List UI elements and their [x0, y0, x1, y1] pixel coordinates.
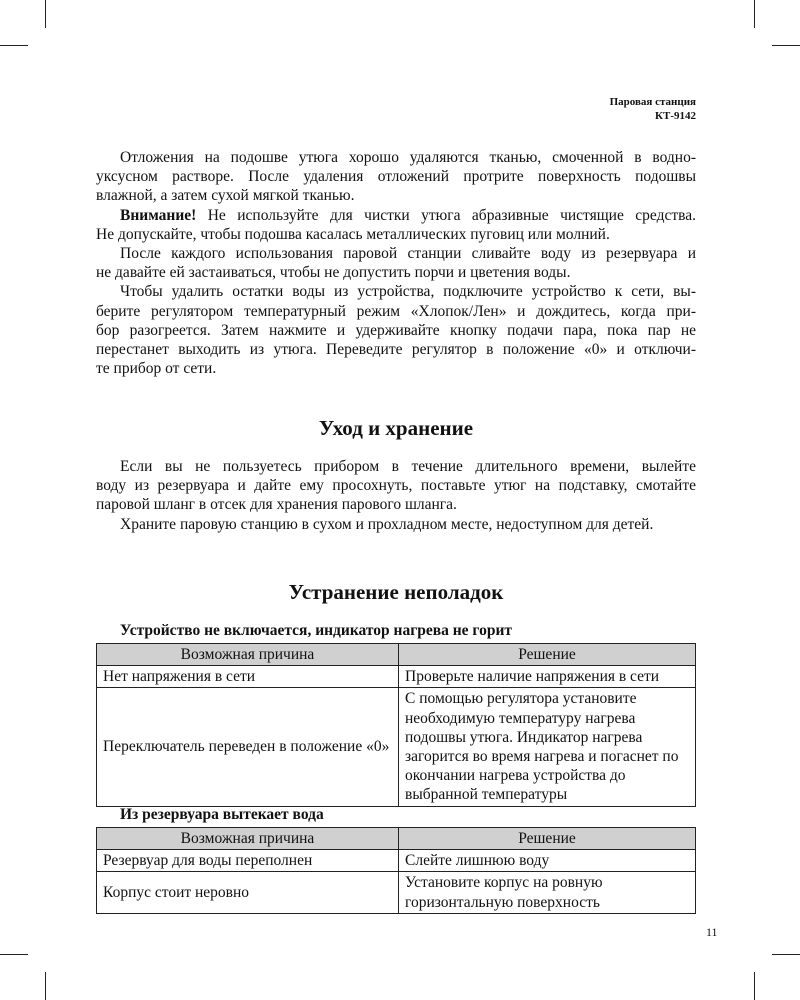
crop-mark	[754, 972, 755, 1000]
column-header: Решение	[399, 644, 696, 666]
crop-mark	[0, 45, 28, 46]
table-subtitle: Устройство не включается, индикатор нагрева не горит	[120, 622, 512, 639]
text-line: паровой шланг в отсек для хранения парового шланга.	[96, 496, 457, 514]
cause-cell: Корпус стоит неровно	[97, 872, 399, 913]
solution-cell: Проверьте наличие напряжения в сети	[399, 666, 696, 688]
warning-label: Внимание!	[120, 206, 197, 224]
text-line: уксусном растворе. После удаления отложений протрите поверхность подошвы	[96, 168, 696, 186]
crop-mark	[754, 0, 755, 28]
section-title-troubleshooting: Устранение неполадок	[288, 580, 504, 604]
running-header	[610, 95, 696, 123]
cause-cell: Резервуар для воды переполнен	[97, 850, 399, 872]
table-row	[97, 872, 696, 913]
text-line: Отложения на подошве утюга хорошо удаляются тканью, смоченной в водно-	[120, 149, 696, 166]
section-title-care: Уход и хранение	[318, 416, 474, 440]
solution-cell: Установите корпус на ровную горизонтальную поверхность	[399, 872, 696, 913]
troubleshooting-table	[96, 827, 696, 914]
cause-cell: Переключатель переведен в положение «0»	[97, 688, 399, 806]
text-line: После каждого использования паровой станции сливайте воду из резервуара и	[120, 245, 696, 263]
text-line: Храните паровую станцию в сухом и прохладном месте, недоступном для детей.	[120, 515, 654, 533]
table-row	[97, 688, 696, 806]
table-subtitle: Из резервуара вытекает вода	[120, 806, 324, 823]
column-header: Возможная причина	[97, 644, 399, 666]
text-span: Не используйте для чистки утюга абразивные чистящие средства.	[196, 206, 696, 224]
crop-mark	[772, 45, 800, 46]
table-row	[97, 850, 696, 872]
crop-mark	[0, 954, 28, 955]
text-line: Если вы не пользуетесь прибором в течение длительного времени, вылейте	[120, 458, 696, 475]
text-line: Не допускайте, чтобы подошва касалась металлических пуговиц или молний.	[96, 225, 610, 243]
crop-mark	[45, 972, 46, 1000]
crop-mark	[45, 0, 46, 28]
cause-cell: Нет напряжения в сети	[97, 666, 399, 688]
header-product: Паровая станция	[609, 96, 696, 108]
text-line: влажной, а затем сухой мягкой тканью.	[96, 187, 355, 205]
text-line: Чтобы удалить остатки воды из устройства, подключите устройство к сети, вы-	[120, 283, 696, 301]
table-row	[97, 666, 696, 688]
text-line: перестанет выходить из утюга. Переведите регулятор в положение «0» и отключи-	[96, 341, 696, 359]
text-line: те прибор от сети.	[96, 360, 217, 378]
solution-cell: Слейте лишнюю воду	[399, 850, 696, 872]
text-line: берите регулятором температурный режим «Хлопок/Лен» и дождитесь, когда при-	[96, 302, 696, 320]
column-header: Решение	[399, 828, 696, 850]
intro-text	[96, 148, 696, 378]
header-model: КТ-9142	[655, 110, 696, 122]
care-text	[96, 457, 696, 534]
text-line: воду из резервуара и дайте ему просохнуть, поставьте утюг на подставку, смотайте	[96, 477, 696, 495]
solution-cell: С помощью регулятора установите необходимую температуру нагрева подошвы утюга. Индикатор нагрева загорится во время нагрева и погаснет по окончании нагрева устройства до выбранной температуры	[399, 688, 696, 806]
page-number: 11	[706, 925, 718, 939]
troubleshooting-table	[96, 643, 696, 807]
text-line	[96, 206, 696, 225]
text-line: бор разогреется. Затем нажмите и удерживайте кнопку подачи пара, пока пар не	[96, 321, 696, 339]
text-line: не давайте ей застаиваться, чтобы не допустить порчи и цветения воды.	[96, 264, 571, 282]
column-header: Возможная причина	[97, 828, 399, 850]
crop-mark	[772, 954, 800, 955]
